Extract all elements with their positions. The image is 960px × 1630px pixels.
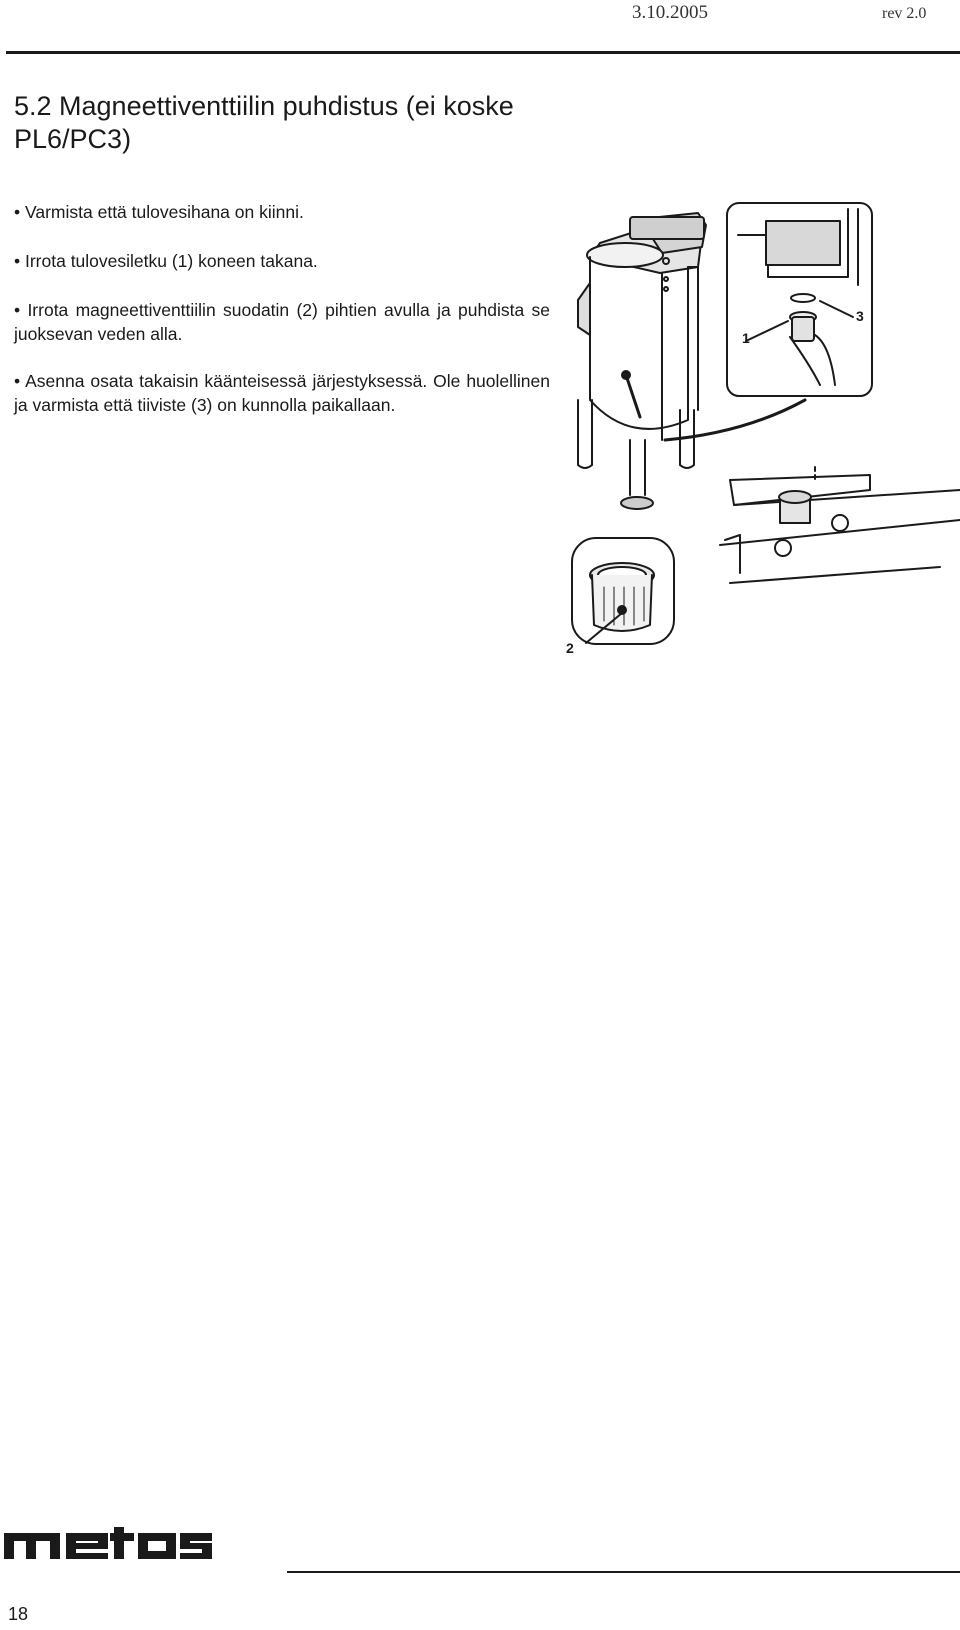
document-date: 3.10.2005 <box>632 2 708 23</box>
valve-bracket-detail <box>720 467 960 583</box>
brand-logo <box>4 1527 212 1561</box>
machine-drawing <box>578 213 706 509</box>
footer-divider <box>287 1571 960 1573</box>
callout-label: 3 <box>856 308 864 324</box>
technical-illustration <box>566 195 960 685</box>
header-divider <box>6 51 960 54</box>
instruction-item: • Asenna osata takaisin käänteisessä järjestyksessä. Ole huolellinen ja varmista että tiiviste (3) on kunnolla paikallaan. <box>14 371 550 415</box>
filter-detail-inset <box>572 538 674 644</box>
section-title: 5.2 Magneettiventtiilin puhdistus (ei koske PL6/PC3) <box>14 91 514 154</box>
callout-label: 2 <box>566 640 574 656</box>
hose-detail-inset <box>727 203 872 396</box>
page-number: 18 <box>8 1604 29 1624</box>
instruction-item: • Varmista että tulovesihana on kiinni. <box>14 202 304 222</box>
instruction-item: • Irrota magneettiventtiilin suodatin (2) pihtien avulla ja puhdista se juoksevan veden alla. <box>14 300 550 344</box>
document-revision: rev 2.0 <box>882 5 927 22</box>
instruction-item: • Irrota tulovesiletku (1) koneen takana. <box>14 251 318 271</box>
callout-label: 1 <box>742 330 750 346</box>
